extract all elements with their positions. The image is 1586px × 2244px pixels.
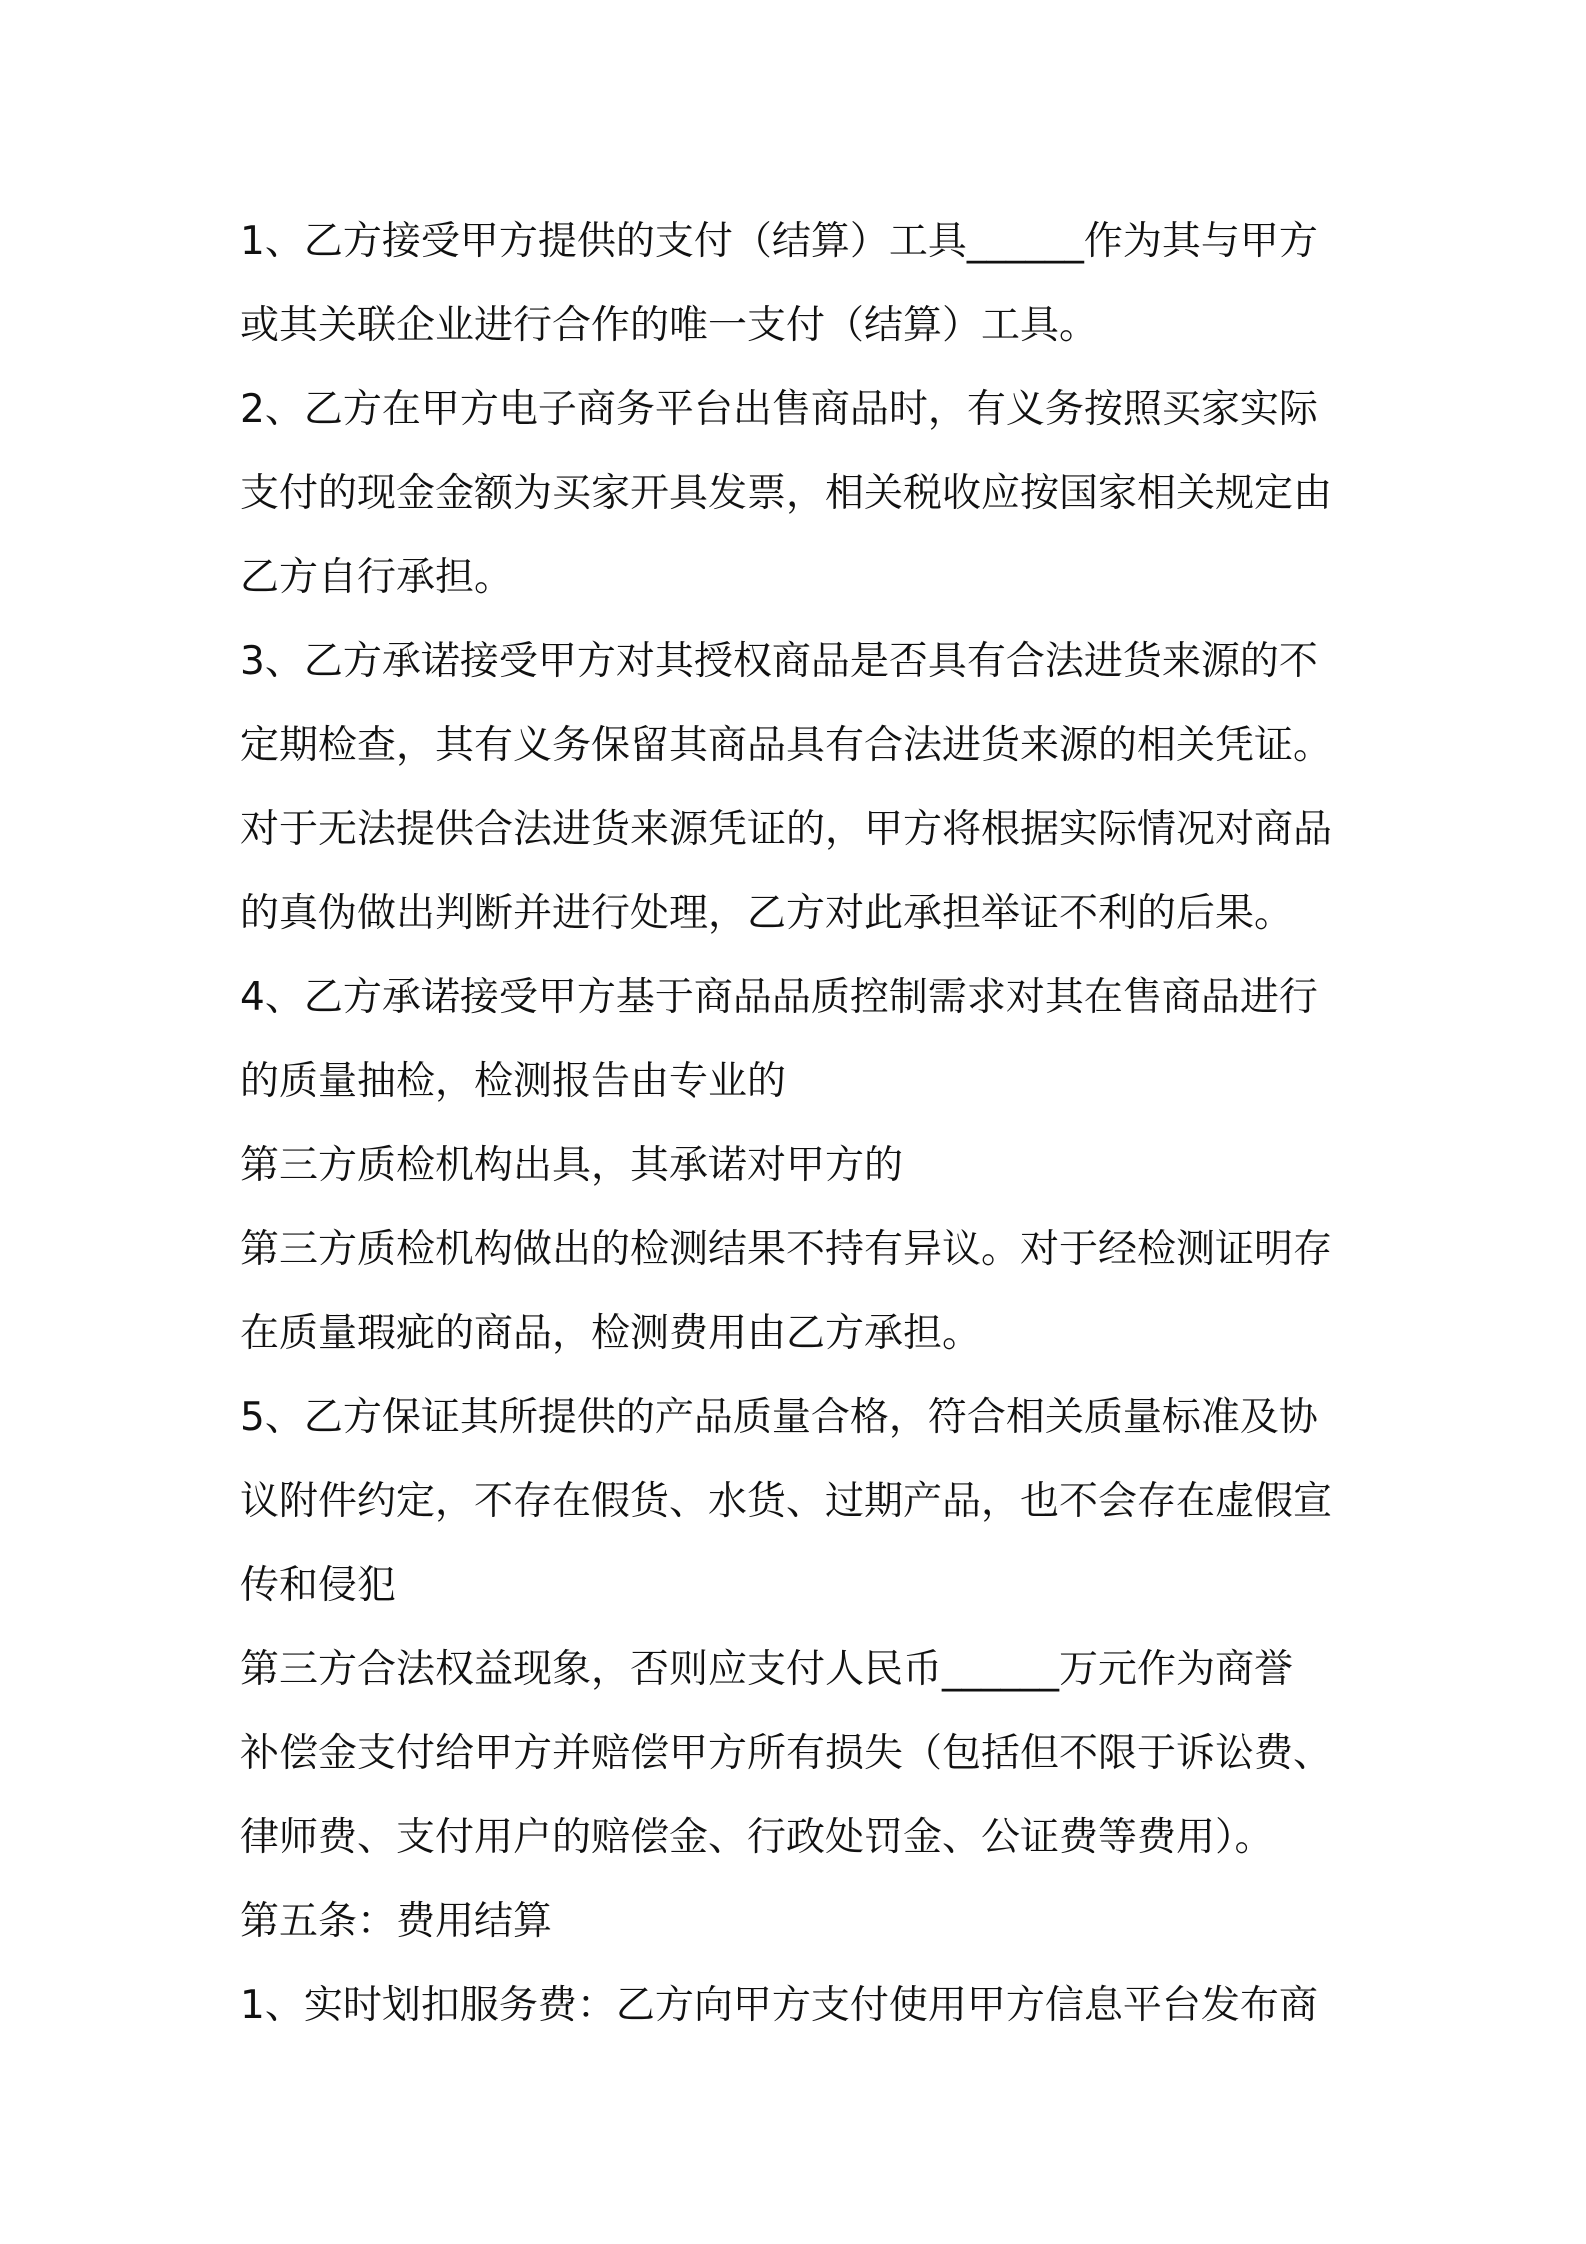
document-page [240,200,1360,2048]
text-line: 2、乙方在甲方电子商务平台出售商品时，有义务按照买家实际 [240,387,1318,432]
text-line: 乙方自行承担。 [240,555,514,600]
text-line: 对于无法提供合法进货来源凭证的，甲方将根据实际情况对商品 [240,807,1333,852]
text-line: 在质量瑕疵的商品，检测费用由乙方承担。 [240,1311,982,1356]
text-line: 的质量抽检，检测报告由专业的 [240,1059,787,1104]
text-line: 传和侵犯 [240,1563,397,1608]
text-line: 1、实时划扣服务费：乙方向甲方支付使用甲方信息平台发布商 [240,1983,1318,2028]
text-line: 第三方质检机构出具，其承诺对甲方的 [240,1143,904,1188]
text-line: 议附件约定，不存在假货、水货、过期产品，也不会存在虚假宣 [240,1479,1333,1524]
section-heading: 第五条：费用结算 [240,1899,553,1944]
text-line: 补偿金支付给甲方并赔偿甲方所有损失（包括但不限于诉讼费、 [240,1731,1333,1776]
text-line: 第三方合法权益现象，否则应支付人民币______万元作为商誉 [240,1647,1294,1692]
text-line: 定期检查，其有义务保留其商品具有合法进货来源的相关凭证。 [240,723,1333,768]
text-line: 律师费、支付用户的赔偿金、行政处罚金、公证费等费用）。 [240,1815,1274,1860]
text-line: 的真伪做出判断并进行处理，乙方对此承担举证不利的后果。 [240,891,1294,936]
text-line: 1、乙方接受甲方提供的支付（结算）工具______作为其与甲方 [240,219,1318,264]
text-line: 支付的现金金额为买家开具发票，相关税收应按国家相关规定由 [240,471,1333,516]
text-line: 4、乙方承诺接受甲方基于商品品质控制需求对其在售商品进行 [240,975,1318,1020]
text-line: 或其关联企业进行合作的唯一支付（结算）工具。 [240,303,1099,348]
text-line: 3、乙方承诺接受甲方对其授权商品是否具有合法进货来源的不 [240,639,1318,684]
text-line: 5、乙方保证其所提供的产品质量合格，符合相关质量标准及协 [240,1395,1318,1440]
text-line: 第三方质检机构做出的检测结果不持有异议。对于经检测证明存 [240,1227,1333,1272]
